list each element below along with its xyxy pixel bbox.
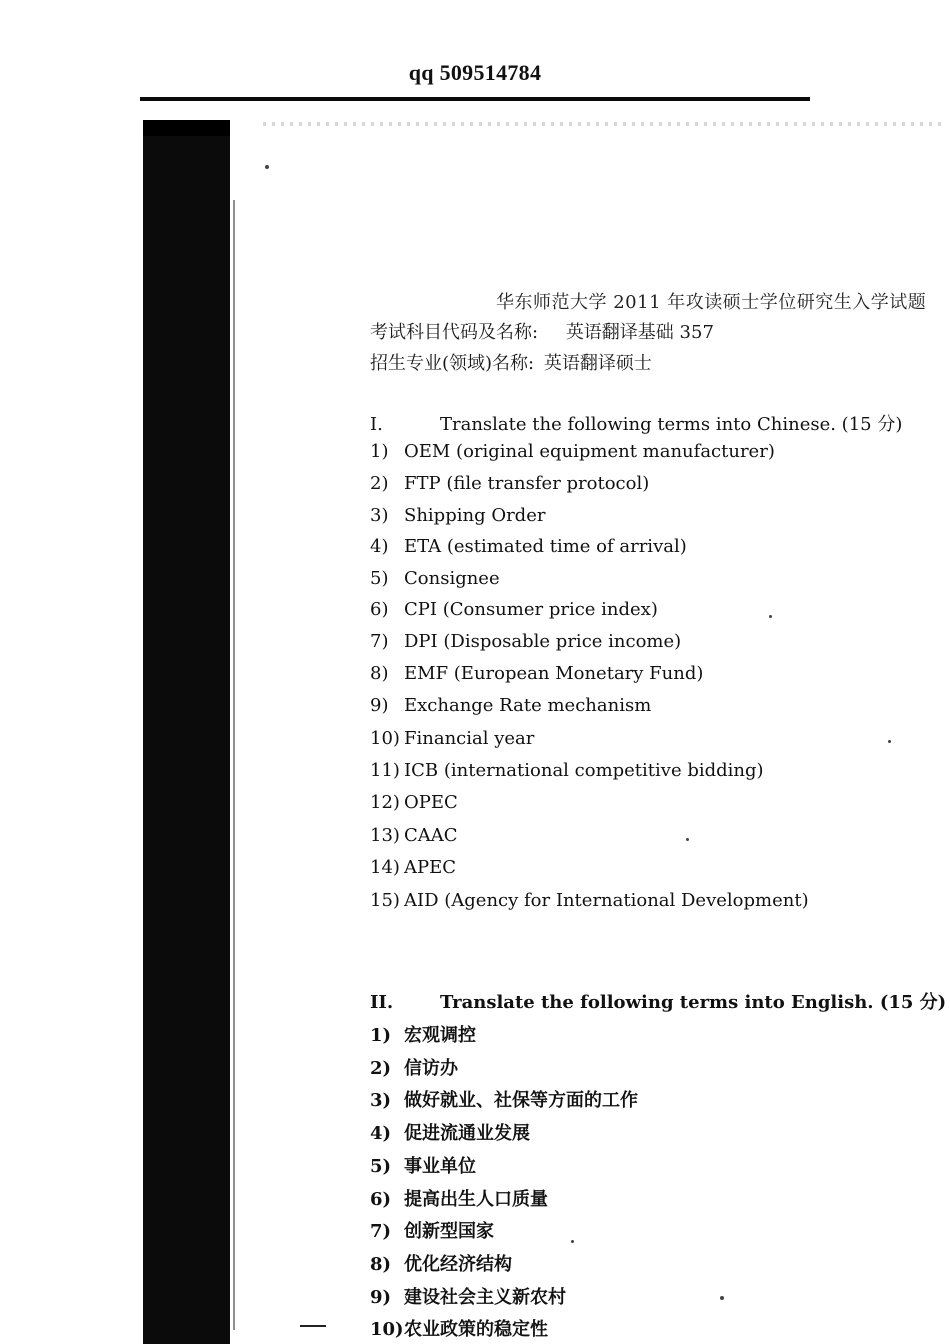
- scan-speck: [265, 165, 269, 169]
- section-2-number: II.: [370, 992, 394, 1013]
- list-item: 5) 事业单位: [370, 1156, 476, 1177]
- scan-speck: [769, 615, 772, 618]
- scan-speck: [888, 740, 891, 743]
- list-item: 2) FTP (file transfer protocol): [370, 473, 650, 494]
- list-item: 8) EMF (European Monetary Fund): [370, 663, 704, 684]
- list-item: 9) Exchange Rate mechanism: [370, 695, 652, 716]
- section-1-instruction: Translate the following terms into Chinese. (15 分): [440, 414, 903, 435]
- scan-binding-shadow: [143, 120, 230, 1344]
- header-divider: [140, 97, 810, 101]
- list-item: 4) 促进流通业发展: [370, 1123, 530, 1144]
- list-item: 7) 创新型国家: [370, 1221, 494, 1242]
- list-item: 10) Financial year: [370, 728, 535, 749]
- scan-mark: [300, 1325, 326, 1327]
- list-item: 15) AID (Agency for International Development): [370, 890, 809, 911]
- section-2-instruction: Translate the following terms into English. (15 分): [440, 992, 947, 1013]
- list-item: 7) DPI (Disposable price income): [370, 631, 682, 652]
- section-1-number: I.: [370, 414, 383, 435]
- scan-speck: [720, 1296, 724, 1300]
- scan-speck: [571, 1240, 574, 1243]
- section-1-heading: [370, 410, 902, 436]
- scan-noise: [263, 122, 943, 126]
- major-label: 招生专业(领域)名称:: [370, 353, 535, 374]
- exam-title: 华东师范大学 2011 年攻读硕士学位研究生入学试题: [496, 292, 927, 313]
- list-item: 9) 建设社会主义新农村: [370, 1287, 566, 1308]
- subject-label: 考试科目代码及名称:: [370, 322, 539, 343]
- list-item: 8) 优化经济结构: [370, 1254, 512, 1275]
- scan-fold-line: [233, 200, 235, 1330]
- list-item: 2) 信访办: [370, 1058, 458, 1079]
- subject-value: 英语翻译基础 357: [565, 322, 714, 343]
- scan-top-shadow: [143, 120, 230, 136]
- list-item: 6) 提高出生人口质量: [370, 1189, 548, 1210]
- list-item: 10)农业政策的稳定性: [370, 1319, 548, 1340]
- section-2-heading: [370, 988, 946, 1014]
- list-item: 13) CAAC: [370, 825, 458, 846]
- list-item: 5) Consignee: [370, 568, 500, 589]
- scan-speck: [686, 838, 689, 841]
- list-item: 3) 做好就业、社保等方面的工作: [370, 1090, 638, 1111]
- list-item: 1) OEM (original equipment manufacturer): [370, 441, 775, 462]
- list-item: 1) 宏观调控: [370, 1025, 476, 1046]
- list-item: 11) ICB (international competitive bidding): [370, 760, 764, 781]
- list-item: 14) APEC: [370, 857, 457, 878]
- page-title: qq 509514784: [408, 60, 542, 85]
- list-item: 3) Shipping Order: [370, 505, 546, 526]
- major-line: [370, 349, 652, 375]
- list-item: 4) ETA (estimated time of arrival): [370, 536, 687, 557]
- subject-line: [370, 318, 714, 344]
- major-value: 英语翻译硕士: [543, 353, 652, 374]
- list-item: 12) OPEC: [370, 792, 458, 813]
- list-item: 6) CPI (Consumer price index): [370, 599, 658, 620]
